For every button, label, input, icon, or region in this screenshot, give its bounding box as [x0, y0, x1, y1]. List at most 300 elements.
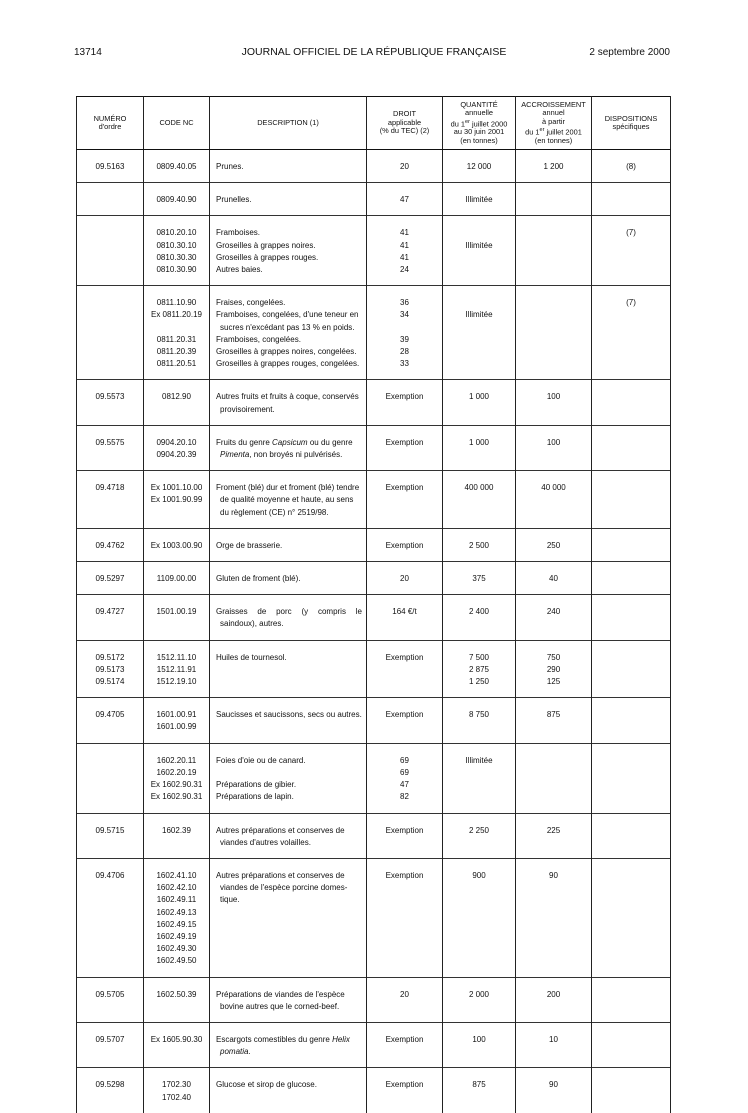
description-line: Préparations de lapin.: [216, 792, 294, 802]
numero-value: 09.4706: [95, 870, 125, 880]
quantite-value: 1 250: [468, 677, 490, 687]
quantite-value: 900: [472, 870, 486, 880]
description-line: Pimenta, non broyés ni pulvérisés.: [220, 450, 343, 460]
cell-code-nc: [144, 977, 210, 1022]
description-line: bovine autres que le corned-beef.: [220, 1001, 340, 1011]
quantite-value: 2 000: [468, 989, 490, 999]
cell-droit: [367, 183, 443, 216]
droit-value: 164 €/t: [392, 607, 417, 617]
cell-accroissement: [516, 977, 592, 1022]
cell-numero: [77, 858, 144, 977]
cell-accroissement: [516, 183, 592, 216]
cell-description: [210, 216, 367, 286]
code-nc-value: Ex 0811.20.19: [150, 310, 202, 320]
cell-dispositions: [592, 813, 671, 858]
description-line: Autres baies.: [216, 265, 263, 275]
code-nc-value: 0904.20.39: [156, 450, 197, 460]
cell-quantite: [443, 595, 516, 640]
description-line: Fraises, congelées.: [216, 298, 286, 308]
cell-numero: [77, 562, 144, 595]
table-row: [77, 813, 671, 858]
numero-value: 09.5297: [95, 574, 125, 584]
cell-description: [210, 813, 367, 858]
cell-quantite: [443, 380, 516, 425]
quantite-value: 1 000: [468, 392, 490, 402]
droit-value: 69: [400, 767, 409, 777]
col-header-code-nc: CODE NC: [144, 97, 210, 150]
description-line: Huiles de tournesol.: [216, 652, 287, 662]
code-nc-value: Ex 1003.00.90: [150, 540, 203, 550]
cell-accroissement: [516, 425, 592, 470]
code-nc-value: 0811.20.39: [156, 347, 197, 357]
cell-code-nc: [144, 183, 210, 216]
quantite-value: 7 500: [468, 652, 490, 662]
quantite-value: 2 250: [468, 825, 490, 835]
cell-droit: [367, 640, 443, 698]
code-nc-value: 1702.40: [162, 1092, 191, 1102]
droit-value: 28: [400, 347, 409, 357]
table-row: [77, 471, 671, 529]
cell-droit: [367, 150, 443, 183]
quantite-value: 375: [472, 574, 486, 584]
cell-numero: [77, 150, 144, 183]
description-line: Framboises, congelées, d'une teneur en: [216, 310, 359, 320]
cell-droit: [367, 595, 443, 640]
droit-value: 20: [400, 989, 409, 999]
cell-accroissement: [516, 858, 592, 977]
description-line: pomatia.: [220, 1047, 251, 1057]
code-nc-value: 1512.19.10: [156, 677, 197, 687]
quantite-value: 2 500: [468, 540, 490, 550]
numero-value: 09.4705: [95, 710, 125, 720]
cell-code-nc: [144, 595, 210, 640]
accroissement-value: 40 000: [541, 483, 566, 493]
code-nc-value: 0904.20.10: [156, 437, 197, 447]
col-header-description: DESCRIPTION (1): [210, 97, 367, 150]
numero-value: 09.5715: [95, 825, 125, 835]
quantite-value: 2 400: [468, 607, 490, 617]
cell-accroissement: [516, 150, 592, 183]
code-nc-value: Ex 1602.90.31: [150, 780, 203, 790]
cell-numero: [77, 977, 144, 1022]
cell-quantite: [443, 183, 516, 216]
table-row: [77, 150, 671, 183]
quantite-value: 100: [472, 1034, 486, 1044]
numero-value: 09.5573: [95, 392, 125, 402]
cell-accroissement: [516, 562, 592, 595]
table-row: [77, 425, 671, 470]
description-line: [210, 767, 366, 779]
dispositions-value: (8): [626, 162, 636, 171]
code-nc-value: Ex 1001.10.00: [150, 483, 203, 493]
cell-code-nc: [144, 216, 210, 286]
code-nc-value: 1602.49.50: [156, 956, 197, 966]
cell-droit: [367, 528, 443, 561]
cell-dispositions: [592, 640, 671, 698]
cell-description: [210, 380, 367, 425]
description-line: Gluten de froment (blé).: [216, 574, 301, 584]
cell-description: [210, 1022, 367, 1067]
cell-dispositions: [592, 595, 671, 640]
quantite-value: 12 000: [466, 162, 492, 171]
cell-dispositions: [592, 150, 671, 183]
accroissement-value: 200: [546, 989, 561, 999]
cell-numero: [77, 743, 144, 813]
description-line: saindoux), autres.: [220, 619, 284, 629]
code-nc-value: 1512.11.91: [156, 664, 197, 674]
droit-value: Exemption: [385, 1080, 424, 1090]
numero-value: 09.5298: [95, 1080, 125, 1090]
quantite-value: [443, 227, 515, 239]
description-line: Préparations de viandes de l'espèce: [216, 989, 345, 999]
cell-dispositions: [592, 528, 671, 561]
accroissement-value: 750: [546, 652, 561, 662]
description-line: Groseilles à grappes rouges, congelées.: [216, 359, 360, 369]
cell-droit: [367, 698, 443, 743]
cell-dispositions: [592, 380, 671, 425]
accroissement-value: 100: [546, 437, 561, 447]
cell-code-nc: [144, 380, 210, 425]
table-body: [77, 150, 671, 1113]
droit-value: 41: [400, 252, 409, 262]
cell-code-nc: [144, 698, 210, 743]
col-header-dispositions: DISPOSITIONS spécifiques: [592, 97, 671, 150]
cell-droit: [367, 216, 443, 286]
description-line: Préparations de gibier.: [216, 780, 297, 790]
cell-quantite: [443, 743, 516, 813]
cell-quantite: [443, 286, 516, 380]
cell-droit: [367, 471, 443, 529]
table-row: [77, 858, 671, 977]
droit-value: 20: [400, 574, 409, 584]
description-line: Prunes.: [216, 162, 244, 171]
cell-droit: [367, 813, 443, 858]
cell-quantite: [443, 640, 516, 698]
code-nc-value: 1602.20.11: [156, 755, 197, 765]
cell-quantite: [443, 813, 516, 858]
accroissement-value: 250: [546, 540, 561, 550]
quantite-value: [443, 297, 515, 309]
table-row: [77, 1068, 671, 1113]
description-line: du règlement (CE) n° 2519/98.: [220, 507, 329, 517]
code-nc-value: Ex 1001.90.99: [150, 495, 203, 505]
droit-value: 69: [400, 755, 409, 765]
cell-code-nc: [144, 471, 210, 529]
code-nc-value: 1602.50.39: [156, 989, 197, 999]
col-header-accroissement: ACCROISSEMENT annuel à partir du 1er juillet 2001 (en tonnes): [516, 97, 592, 150]
description-line: Autres préparations et conserves de: [216, 825, 345, 835]
quantite-value: Illimitée: [465, 240, 493, 250]
quantite-value: 875: [472, 1080, 486, 1090]
cell-quantite: [443, 562, 516, 595]
cell-description: [210, 743, 367, 813]
cell-quantite: [443, 1068, 516, 1113]
description-line: viandes de l'espèce porcine domes-: [220, 883, 348, 893]
numero-value: 09.4762: [95, 540, 125, 550]
droit-value: Exemption: [385, 825, 424, 835]
col-header-quantite: QUANTITÉ annuelle du 1er juillet 2000 au 30 juin 2001 (en tonnes): [443, 97, 516, 150]
cell-droit: [367, 286, 443, 380]
cell-numero: [77, 813, 144, 858]
cell-code-nc: [144, 150, 210, 183]
cell-dispositions: [592, 1022, 671, 1067]
droit-value: Exemption: [385, 437, 424, 447]
cell-accroissement: [516, 216, 592, 286]
cell-description: [210, 471, 367, 529]
code-nc-value: 0810.30.30: [156, 252, 197, 262]
cell-accroissement: [516, 698, 592, 743]
table-row: [77, 595, 671, 640]
description-line: provisoirement.: [220, 404, 275, 414]
code-nc-value: 0810.30.90: [156, 265, 197, 275]
accroissement-value: 125: [546, 677, 561, 687]
code-nc-value: 1602.20.19: [156, 767, 197, 777]
table-row: [77, 286, 671, 380]
cell-numero: [77, 640, 144, 698]
description-line: Groseilles à grappes noires, congelées.: [216, 347, 357, 357]
table-row: [77, 1022, 671, 1067]
droit-value: 47: [400, 195, 409, 205]
cell-numero: [77, 1068, 144, 1113]
droit-value: 41: [400, 240, 409, 250]
quantite-value: 8 750: [468, 710, 490, 720]
code-nc-value: 1602.41.10: [156, 870, 197, 880]
cell-description: [210, 183, 367, 216]
journal-title: JOURNAL OFFICIEL DE LA RÉPUBLIQUE FRANÇAISE: [241, 46, 507, 58]
code-nc-value: 1602.49.30: [156, 944, 197, 954]
description-line: Glucose et sirop de glucose.: [216, 1080, 317, 1090]
droit-value: 34: [400, 310, 409, 320]
numero-value: 09.5163: [95, 162, 125, 171]
table-row: [77, 380, 671, 425]
cell-dispositions: [592, 743, 671, 813]
cell-code-nc: [144, 562, 210, 595]
cell-droit: [367, 1022, 443, 1067]
table-row: [77, 183, 671, 216]
quantite-value: 2 875: [468, 664, 490, 674]
cell-accroissement: [516, 1022, 592, 1067]
droit-value: Exemption: [385, 483, 424, 493]
cell-droit: [367, 562, 443, 595]
cell-dispositions: [592, 216, 671, 286]
cell-dispositions: [592, 471, 671, 529]
droit-value: 39: [400, 334, 409, 344]
cell-accroissement: [516, 380, 592, 425]
cell-code-nc: [144, 743, 210, 813]
cell-numero: [77, 471, 144, 529]
cell-dispositions: [592, 698, 671, 743]
droit-value: Exemption: [385, 652, 424, 662]
cell-dispositions: [592, 183, 671, 216]
description-line: Autres fruits et fruits à coque, conservés: [216, 392, 359, 402]
accroissement-value: 40: [549, 574, 558, 584]
table-row: [77, 216, 671, 286]
accroissement-value: 10: [549, 1034, 558, 1044]
accroissement-value: 100: [546, 392, 561, 402]
cell-quantite: [443, 471, 516, 529]
droit-value: Exemption: [385, 710, 424, 720]
cell-quantite: [443, 150, 516, 183]
cell-dispositions: [592, 977, 671, 1022]
cell-code-nc: [144, 813, 210, 858]
cell-description: [210, 286, 367, 380]
table-row: [77, 640, 671, 698]
cell-quantite: [443, 698, 516, 743]
code-nc-value: 1602.39: [162, 825, 191, 835]
cell-quantite: [443, 1022, 516, 1067]
dispositions-value: (7): [626, 298, 636, 308]
description-line: viandes d'autres volailles.: [220, 837, 311, 847]
description-line: Fruits du genre Capsicum ou du genre: [216, 437, 353, 447]
cell-description: [210, 150, 367, 183]
cell-description: [210, 425, 367, 470]
description-line: tique.: [220, 895, 240, 905]
description-line: Autres préparations et conserves de: [216, 870, 345, 880]
description-line: sucres n'excédant pas 13 % en poids.: [220, 322, 355, 332]
droit-value: 20: [400, 162, 409, 171]
cell-description: [210, 1068, 367, 1113]
numero-value: 09.5707: [95, 1034, 125, 1044]
cell-droit: [367, 858, 443, 977]
numero-value: 09.4718: [95, 483, 125, 493]
cell-description: [210, 562, 367, 595]
cell-droit: [367, 1068, 443, 1113]
code-nc-value: 1501.00.19: [156, 607, 197, 617]
cell-accroissement: [516, 595, 592, 640]
droit-value: [367, 322, 442, 334]
code-nc-value: Ex 1605.90.30: [150, 1034, 203, 1044]
dispositions-value: (7): [626, 228, 636, 238]
accroissement-value: 225: [546, 825, 561, 835]
droit-value: Exemption: [385, 1034, 424, 1044]
quantite-value: Illimitée: [465, 195, 493, 205]
droit-value: 82: [400, 792, 409, 802]
cell-accroissement: [516, 813, 592, 858]
cell-accroissement: [516, 471, 592, 529]
description-line: Framboises.: [216, 228, 261, 238]
cell-dispositions: [592, 286, 671, 380]
description-line: Saucisses et saucissons, secs ou autres.: [216, 710, 362, 720]
quantite-value: 1 000: [468, 437, 490, 447]
droit-value: 41: [400, 228, 409, 238]
code-nc-value: 1702.30: [162, 1080, 191, 1090]
cell-code-nc: [144, 286, 210, 380]
cell-numero: [77, 380, 144, 425]
table-row: [77, 698, 671, 743]
code-nc-value: 1602.49.19: [156, 931, 197, 941]
cell-quantite: [443, 977, 516, 1022]
quantite-value: Illimitée: [465, 755, 493, 765]
code-nc-value: [144, 322, 209, 334]
code-nc-value: 1602.49.11: [156, 895, 197, 905]
cell-droit: [367, 425, 443, 470]
description-line: Froment (blé) dur et froment (blé) tendre: [216, 483, 360, 493]
cell-numero: [77, 595, 144, 640]
description-line: de qualité moyenne et haute, au sens: [220, 495, 354, 505]
quantite-value: 400 000: [464, 483, 494, 493]
cell-quantite: [443, 858, 516, 977]
droit-value: Exemption: [385, 870, 424, 880]
droit-value: 33: [400, 359, 409, 369]
cell-droit: [367, 743, 443, 813]
droit-value: 47: [400, 780, 409, 790]
cell-code-nc: [144, 1022, 210, 1067]
description-line: Prunelles.: [216, 195, 252, 205]
code-nc-value: 1602.42.10: [156, 883, 197, 893]
cell-accroissement: [516, 640, 592, 698]
cell-numero: [77, 698, 144, 743]
cell-numero: [77, 216, 144, 286]
cell-description: [210, 858, 367, 977]
cell-numero: [77, 286, 144, 380]
accroissement-value: 240: [546, 607, 561, 617]
code-nc-value: 0810.20.10: [156, 228, 197, 238]
code-nc-value: 0809.40.90: [156, 195, 197, 205]
cell-dispositions: [592, 858, 671, 977]
droit-value: 24: [400, 265, 409, 275]
cell-accroissement: [516, 1068, 592, 1113]
cell-description: [210, 528, 367, 561]
cell-quantite: [443, 425, 516, 470]
code-nc-value: 1602.49.15: [156, 919, 197, 929]
code-nc-value: 0811.10.90: [156, 298, 197, 308]
table-row: [77, 977, 671, 1022]
code-nc-value: 1601.00.91: [156, 710, 197, 720]
accroissement-value: 90: [549, 1080, 558, 1090]
cell-description: [210, 595, 367, 640]
cell-description: [210, 698, 367, 743]
col-header-droit: DROIT applicable (% du TEC) (2): [367, 97, 443, 150]
description-line: Orge de brasserie.: [216, 540, 283, 550]
droit-value: Exemption: [385, 392, 424, 402]
accroissement-value: 290: [546, 664, 561, 674]
description-line: Foies d'oie ou de canard.: [216, 755, 306, 765]
cell-numero: [77, 528, 144, 561]
table-row: [77, 528, 671, 561]
numero-value: 09.4727: [95, 607, 125, 617]
page-number: 13714: [74, 47, 102, 58]
cell-numero: [77, 425, 144, 470]
cell-quantite: [443, 528, 516, 561]
code-nc-value: 0811.20.51: [156, 359, 197, 369]
numero-value: 09.5575: [95, 437, 125, 447]
table-row: [77, 562, 671, 595]
publication-date: 2 septembre 2000: [589, 47, 670, 58]
cell-description: [210, 977, 367, 1022]
cell-code-nc: [144, 425, 210, 470]
description-line: Groseilles à grappes rouges.: [216, 252, 319, 262]
cell-accroissement: [516, 528, 592, 561]
code-nc-value: Ex 1602.90.31: [150, 792, 203, 802]
cell-dispositions: [592, 562, 671, 595]
code-nc-value: 0812.90: [162, 392, 191, 402]
cell-numero: [77, 183, 144, 216]
cell-code-nc: [144, 640, 210, 698]
code-nc-value: 0809.40.05: [156, 162, 197, 171]
cell-description: [210, 640, 367, 698]
cell-droit: [367, 380, 443, 425]
droit-value: Exemption: [385, 540, 424, 550]
table-row: [77, 743, 671, 813]
quantite-value: Illimitée: [465, 310, 493, 320]
cell-quantite: [443, 216, 516, 286]
numero-value: 09.5172: [95, 652, 125, 662]
droit-value: 36: [400, 298, 409, 308]
accroissement-value: 1 200: [543, 162, 564, 171]
description-line: Framboises, congelées.: [216, 334, 301, 344]
cell-dispositions: [592, 425, 671, 470]
numero-value: 09.5174: [95, 677, 125, 687]
